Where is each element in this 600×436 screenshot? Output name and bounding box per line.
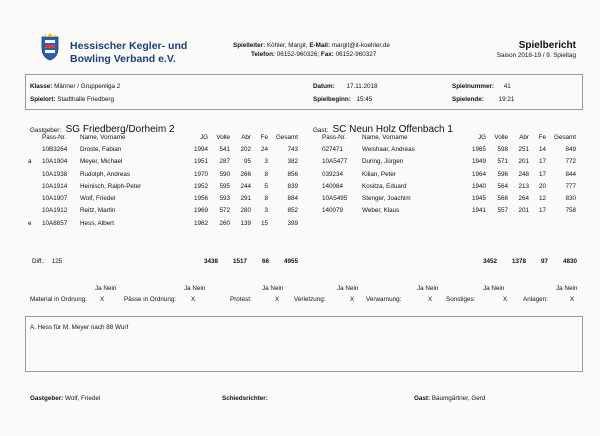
fe: 24 (260, 145, 268, 153)
protest-x: X (275, 296, 280, 303)
volle: 260 (219, 219, 230, 227)
klasse-label: Klasse: (30, 83, 53, 90)
marker (28, 192, 42, 204)
guest-totals (483, 258, 577, 265)
jg: 1956 (193, 195, 208, 203)
footer-gastgeber (30, 395, 100, 402)
jg: 1962 (193, 219, 208, 227)
spielnummer-label: Spielnummer: (452, 83, 494, 90)
volle: 593 (219, 195, 230, 203)
ja-nein-header: Ja Nein (556, 285, 578, 292)
verwarnung-x: X (428, 296, 433, 303)
abr: 95 (243, 158, 251, 166)
spielort-row (30, 96, 114, 103)
table-row (28, 168, 298, 180)
fe: 3 (264, 207, 268, 215)
player-name: Weishaar, Andreas (362, 145, 415, 153)
volle: 557 (497, 207, 508, 215)
fe: 20 (538, 182, 546, 190)
col-gesamt: Gesamt (553, 133, 576, 141)
home-player-table (28, 131, 298, 229)
footer-gast (414, 395, 485, 402)
abr: 264 (518, 195, 529, 203)
material-label: Material in Ordnung: (30, 296, 88, 303)
table-row (322, 156, 576, 168)
jg: 1970 (193, 170, 208, 178)
player-name: Weber, Klaus (362, 207, 400, 215)
pass-nr: 10A1938 (42, 170, 68, 178)
total-gesamt: 4955 (283, 258, 298, 265)
sonstiges-x: X (503, 296, 508, 303)
spielnummer-row (452, 83, 511, 90)
verletzung-x: X (350, 296, 355, 303)
jg: 1945 (471, 195, 486, 203)
datum-row (313, 83, 378, 90)
telefon-line (251, 51, 376, 58)
col-fe: Fe (260, 133, 268, 141)
player-name: Reitz, Martin (80, 207, 116, 215)
spielort-label: Spielort: (30, 96, 56, 103)
total-gesamt: 4830 (562, 258, 577, 265)
total-abr: 1378 (511, 258, 526, 265)
ja-nein-header: Ja Nein (184, 285, 206, 292)
info-box (25, 74, 583, 110)
table-row (28, 143, 298, 155)
marker: e (28, 219, 32, 227)
pass-nr: 027471 (322, 145, 344, 153)
spielnummer-value: 41 (503, 83, 511, 90)
jg: 1969 (193, 207, 208, 215)
verletzung-label: Verletzung: (294, 296, 326, 303)
spielende-row (452, 96, 514, 103)
fe: 5 (264, 182, 268, 190)
datum-value: 17.11.2018 (346, 83, 378, 90)
marker: a (28, 158, 32, 166)
col-jg: JG (199, 133, 208, 141)
volle: 598 (497, 145, 508, 153)
col-abr: Abr (519, 133, 529, 141)
abr: 248 (518, 170, 529, 178)
spielleiter-label: Spielleiter: (233, 42, 266, 49)
marker (28, 205, 42, 217)
volle: 596 (497, 170, 508, 178)
table-row (28, 217, 298, 229)
spielleiter-value: Köhler, Margit, (266, 42, 308, 49)
table-row (322, 168, 576, 180)
fe: 14 (538, 145, 546, 153)
email-label: E-Mail: (309, 42, 330, 49)
player-name: Hess, Albert (80, 219, 114, 227)
ja-nein-header: Ja Nein (417, 285, 439, 292)
player-name: Wolf, Friedel (80, 195, 116, 203)
jg: 1941 (471, 207, 486, 215)
telefon-label: Telefon: (251, 51, 276, 58)
table-row (28, 180, 298, 192)
col-fe: Fe (538, 133, 546, 141)
footer-gastgeber-label: Gastgeber: (30, 395, 64, 402)
pass-nr: 10A1912 (42, 207, 68, 215)
gesamt: 777 (565, 182, 576, 190)
volle: 571 (497, 158, 508, 166)
table-row (322, 205, 576, 217)
abr: 244 (240, 182, 251, 190)
home-totals (204, 258, 298, 265)
col-passnr: Pass-Nr. (42, 133, 67, 141)
footer-gast-label: Gast: (414, 395, 431, 402)
pass-nr: 10A5495 (322, 195, 348, 203)
spielbeginn-label: Spielbeginn: (313, 96, 351, 103)
spielbeginn-row (313, 96, 372, 103)
jg: 1940 (471, 182, 486, 190)
abr: 266 (240, 170, 251, 178)
marker (28, 168, 42, 180)
total-abr: 1517 (232, 258, 247, 265)
datum-label: Datum: (313, 83, 335, 90)
volle: 541 (219, 145, 230, 153)
abr: 201 (518, 207, 529, 215)
gesamt: 830 (565, 195, 576, 203)
pass-nr: 10A5477 (322, 158, 348, 166)
player-name: During, Jürgen (362, 158, 404, 166)
spielende-value: 19:21 (498, 96, 515, 103)
email-value: margit@it-koehler.de (331, 42, 390, 49)
diff-row (32, 258, 62, 265)
footer-gastgeber-value: Wolf, Friedel (65, 395, 101, 402)
org-name-line1: Hessischer Kegler- und (70, 40, 188, 52)
pass-nr: 10A1907 (42, 195, 68, 203)
spielende-label: Spielende: (452, 96, 484, 103)
gesamt: 844 (565, 170, 576, 178)
gesamt: 758 (565, 207, 576, 215)
table-row (28, 192, 298, 204)
footer-schiedsrichter-label: Schiedsrichter: (222, 395, 268, 402)
fe: 3 (264, 158, 268, 166)
player-name: Heinisch, Ralph-Peter (80, 182, 142, 190)
verwarnung-label: Verwarnung: (366, 296, 402, 303)
ja-nein-header: Ja Nein (262, 285, 284, 292)
marker (28, 143, 42, 155)
footer-gast-value: Baumgärtner, Gerd (431, 395, 486, 402)
fe: 15 (260, 219, 268, 227)
anlagen-label: Anlagen: (523, 296, 548, 303)
volle: 590 (219, 170, 230, 178)
klasse-value: Männer / Gruppenliga 2 (54, 83, 121, 90)
anlagen-x: X (570, 296, 575, 303)
gesamt: 884 (287, 195, 298, 203)
gesamt: 772 (565, 158, 576, 166)
player-name: Rudolph, Andreas (80, 170, 131, 178)
col-abr: Abr (241, 133, 251, 141)
abr: 139 (240, 219, 251, 227)
guest-table-header (322, 131, 576, 143)
spielort-value: Stadthalle Friedberg (57, 96, 115, 103)
player-name: Droste, Fabian (80, 145, 122, 153)
jg: 1952 (193, 182, 208, 190)
diff-label: Diff.: (32, 258, 45, 265)
marker (28, 180, 42, 192)
fe: 17 (538, 170, 546, 178)
abr: 251 (518, 145, 529, 153)
gesamt: 839 (287, 182, 298, 190)
jg: 1951 (193, 158, 208, 166)
volle: 566 (497, 195, 508, 203)
volle: 572 (219, 207, 230, 215)
abr: 291 (240, 195, 251, 203)
pass-nr: 10A1914 (42, 182, 68, 190)
abr: 280 (240, 207, 251, 215)
ja-nein-header: Ja Nein (483, 285, 505, 292)
guest-player-table (322, 131, 576, 217)
telefon-value: 06152-960326; (276, 51, 320, 58)
gesamt: 399 (287, 219, 298, 227)
gesamt: 849 (565, 145, 576, 153)
col-name: Name, Vorname (80, 133, 126, 141)
paesse-x: X (191, 296, 196, 303)
player-name: Meyer, Michael (80, 158, 123, 166)
pass-nr: 10A8657 (42, 219, 68, 227)
total-fe: 66 (261, 258, 269, 265)
col-passnr: Pass-Nr. (322, 133, 347, 141)
jg: 1964 (471, 170, 486, 178)
col-gesamt: Gesamt (275, 133, 298, 141)
home-table-header (28, 131, 298, 143)
pass-nr: 10A1904 (42, 158, 68, 166)
jg: 1994 (193, 145, 208, 153)
material-x: X (100, 296, 105, 303)
pass-nr: 10B3264 (42, 145, 68, 153)
fe: 12 (538, 195, 546, 203)
player-name: Stenger, Joachim (362, 195, 411, 203)
gesamt: 856 (287, 170, 298, 178)
volle: 564 (497, 182, 508, 190)
guest-team-name: SC Neun Holz Offenbach 1 (332, 124, 453, 135)
guest-label: Gast: (313, 127, 329, 134)
jg: 1965 (471, 145, 486, 153)
gesamt: 382 (287, 158, 298, 166)
table-row (28, 205, 298, 217)
table-row (322, 192, 576, 204)
player-name: Kositza, Eduard (362, 182, 407, 190)
home-team-name: SG Friedberg/Dorheim 2 (65, 124, 175, 135)
fe: 17 (538, 207, 546, 215)
total-volle: 3438 (204, 258, 219, 265)
paesse-label: Pässe in Ordnung: (124, 296, 177, 303)
abr: 213 (518, 182, 529, 190)
klasse-row (30, 83, 120, 90)
ja-nein-header: Ja Nein (95, 285, 117, 292)
pass-nr: 140084 (322, 182, 344, 190)
fe: 8 (264, 195, 268, 203)
gesamt: 852 (287, 207, 298, 215)
gesamt: 743 (287, 145, 298, 153)
total-volle: 3452 (483, 258, 498, 265)
col-jg: JG (477, 133, 486, 141)
protest-label: Protest: (230, 296, 252, 303)
fax-value: 06152-960327 (335, 51, 377, 58)
table-row (322, 143, 576, 155)
sonstiges-label: Sonstiges: (446, 296, 476, 303)
saison-text: Saison 2018-19 / 9. Spieltag (496, 52, 576, 59)
fe: 17 (538, 158, 546, 166)
col-name: Name, Vorname (362, 133, 408, 141)
hessen-coat-of-arms-icon (35, 32, 65, 62)
pass-nr: 140079 (322, 207, 344, 215)
fe: 8 (264, 170, 268, 178)
org-name-line2: Bowling Verband e.V. (70, 53, 176, 65)
table-row (28, 156, 298, 168)
pass-nr: 039234 (322, 170, 344, 178)
abr: 201 (518, 158, 529, 166)
diff-value: 125 (51, 258, 63, 265)
ja-nein-header: Ja Nein (337, 285, 359, 292)
col-volle: Volle (216, 133, 230, 141)
total-fe: 97 (540, 258, 548, 265)
col-volle: Volle (494, 133, 508, 141)
table-row (322, 180, 576, 192)
jg: 1949 (471, 158, 486, 166)
volle: 287 (219, 158, 230, 166)
fax-label: Fax: (320, 51, 334, 58)
spielleiter-line (233, 42, 390, 49)
volle: 595 (219, 182, 230, 190)
page-title: Spielbericht (518, 40, 576, 51)
abr: 202 (240, 145, 251, 153)
player-name: Kilian, Peter (362, 170, 396, 178)
home-label: Gastgeber: (30, 127, 62, 134)
remark-text: A. Hess für M. Meyer nach 88 Wurf (30, 324, 129, 331)
spielbeginn-value: 15:45 (356, 96, 373, 103)
